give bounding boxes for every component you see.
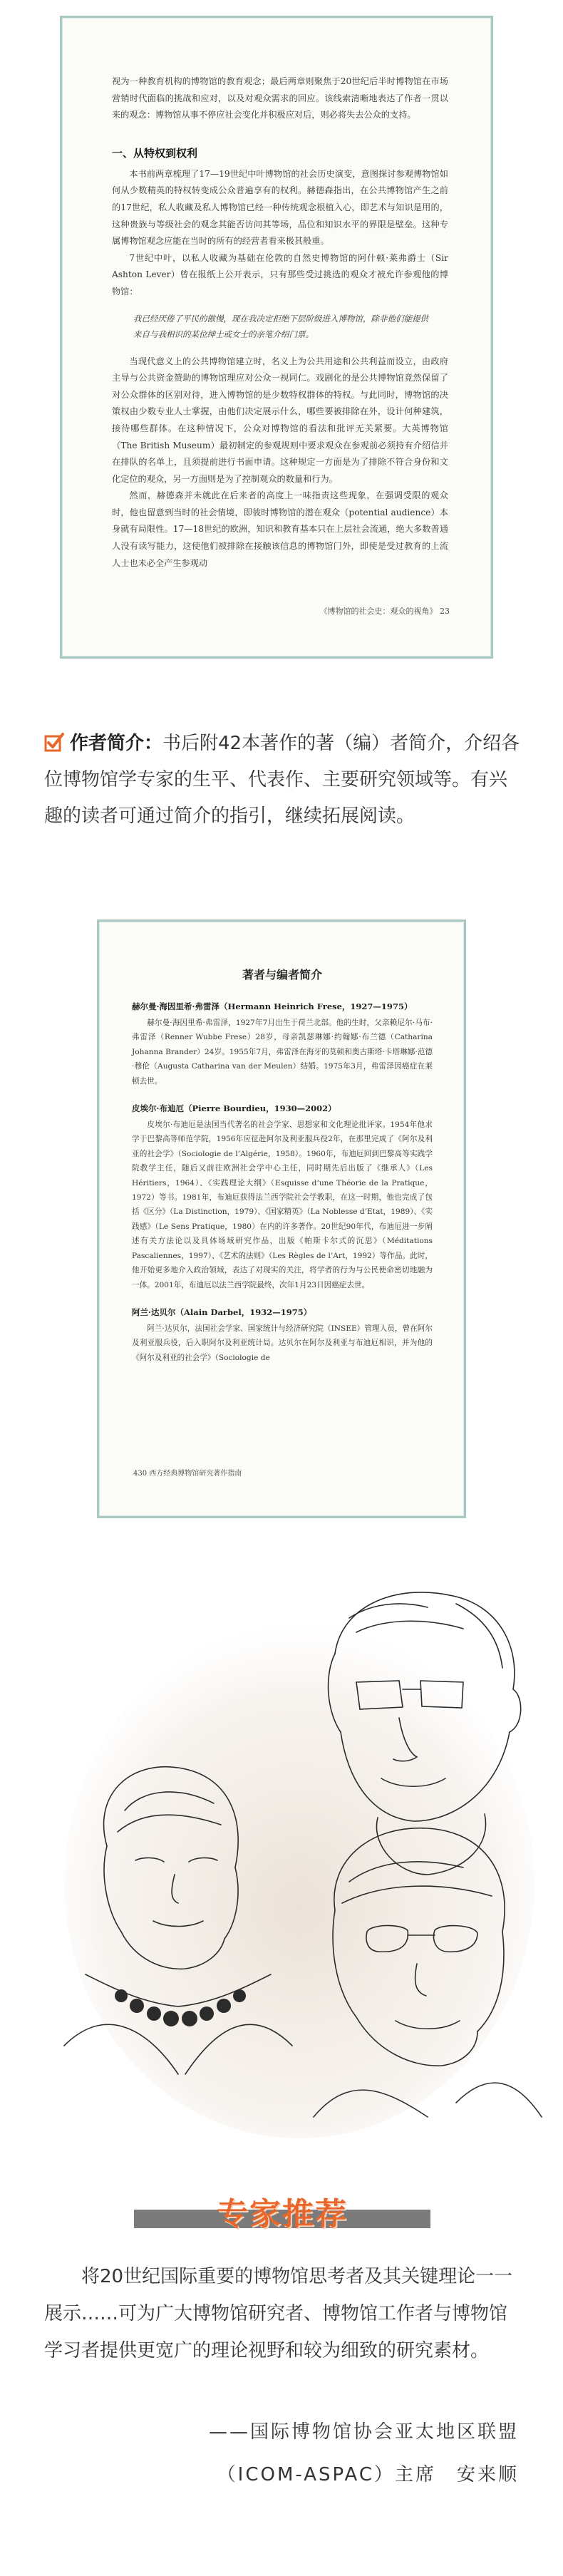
page1-footer: 《博物馆的社会史：观众的视角》 23	[319, 607, 450, 616]
author-intro-text: 书后附42本著作的著（编）者简介，介绍各位博物馆学专家的生平、代表作、主要研究领域等。有兴趣的读者可通过简介的指引，继续拓展阅读。	[44, 733, 520, 827]
author-entry-name: 阿兰·达贝尔（Alain Darbel，1932—1975）	[132, 1307, 312, 1317]
page1-paragraph: 本书前两章梳理了17—19世纪中叶博物馆的社会历史演变，意图探讨参观博物馆如何从少数精英的特权转变成公众普遍享有的权利。赫德森指出，在公共博物馆产生之前的17世纪，私人收藏及私人博物馆已经一种传统观念根植入心，即艺术与知识是用的，这种贵族与等级社会的观念其能否访问其等场，品位和知识水平的界限是壁垒。这种专属博物馆观念应能在当时的所有的经营者看来极其般重。	[112, 168, 448, 247]
recommendation-attribution-title: （ICOM-ASPAC）主席 安来顺	[217, 2464, 519, 2485]
book-page-excerpt-1	[60, 16, 493, 659]
checkbox-icon	[44, 732, 64, 752]
page1-intro-paragraph: 视为一种教育机构的博物馆的教育观念；最后两章则聚焦于20世纪后半时博物馆在市场营销时代面临的挑战和应对，以及对观众需求的回应。该线索清晰地表达了作者一贯以来的观念：博物馆从事不停应社会变化并积极应对后，则必将失去公众的支持。	[112, 76, 448, 120]
page1-paragraph: 当现代意义上的公共博物馆建立时，名义上为公共用途和公共利益而设立，由政府主导与公共资金赞助的博物馆理应对公众一视同仁。戏剧化的是公共博物馆竟然保留了对公众群体的区别对待，进入博物馆的是少数特权群体的特权。与此同时，博物馆的决策权由少数专业人士掌握，由他们决定展示什么，哪些要被排除在外，设计何种建筑，接待哪些群体。在这种情况下，公众对博物馆的看法和批评无关紧要。大英博物馆（The British Museum）最初制定的参观规则中要求观众在参观前必须持有介绍信并在排队的名单上，且须提前进行书面申请。这种规定一方面是为了排除不符合身份和文化定位的观众，另一方面则是为了控制观众的数量和行为。	[112, 356, 448, 484]
recommendation-attribution: ——国际博物馆协会亚太地区联盟	[208, 2421, 519, 2443]
author-entry-name: 皮埃尔·布迪厄（Pierre Bourdieu，1930—2002）	[132, 1103, 336, 1114]
page1-block-quote: 我已经厌倦了平民的傲慢，现在我决定拒绝下层阶级进入博物馆，除非他们能提供来自与我相识的某位绅士或女士的亲笔介绍门票。	[133, 313, 428, 339]
page1-paragraph: 7世纪中叶，以私人收藏为基础在伦敦的自然史博物馆的阿什顿·莱弗爵士（Sir Ashton Lever）曾在报纸上公开表示，只有那些受过挑选的观众才被允许参观他的博物馆：	[112, 252, 448, 297]
expert-recommendation-banner	[134, 2188, 430, 2230]
page1-section-heading: 一、从特权到权利	[112, 146, 198, 160]
banner-title: 专家推荐	[217, 2196, 348, 2232]
recommendation-text: 将20世纪国际重要的博物馆思考者及其关键理论一一展示……可为广大博物馆研究者、博物馆工作者与博物馆学习者提供更宽广的理论视野和较为细致的研究素材。	[44, 2266, 513, 2361]
portrait-sketch-illustration	[0, 1575, 563, 2160]
author-entry-name: 赫尔曼·海因里希·弗雷泽（Hermann Heinrich Frese，1927—1975）	[132, 1001, 413, 1011]
page2-title: 著者与编者简介	[242, 968, 322, 982]
author-entry-text: 赫尔曼·海因里希·弗雷泽，1927年7月出生于荷兰北部。他的生时，父亲赖尼尔·马布·弗雷泽（Renner Wubbe Frese）28岁，母亲凯瑟琳娜·约翰娜·布兰德（Catharina Johanna Brander）24岁。1955年7月，弗雷泽在海牙的莫顿和奥古斯塔·卡塔琳娜·范德·穆伦（Augusta Catharina van der Meulen）结婚。1975年3月，弗雷泽因癌症在莱顿去世。	[132, 1019, 433, 1086]
author-intro-section	[44, 726, 520, 835]
page2-footer: 430 西方经典博物馆研究著作指南	[133, 1470, 242, 1478]
author-entry-text: 阿兰·达贝尔，法国社会学家、国家统计与经济研究院（INSEE）管理人员，曾在阿尔及利亚服兵役，后入职阿尔及利亚统计局。达贝尔在阿尔及利亚与布迪厄相识，并为他的《阿尔及利亚的社会学》（Sociologie de	[132, 1324, 433, 1362]
book-page-excerpt-2	[97, 919, 466, 1518]
page1-paragraph: 然而，赫德森并未就此在后来者的高度上一味指责这些现象，在强调受限的观众时，他也留意到当时的社会情境，即彼时博物馆的潜在观众（potential audience）本身就有局限性。17—18世纪的欧洲，知识和教育基本只在上层社会流通，绝大多数普通人没有读写能力，这使他们被排除在接触该信息的博物馆门外，即使是受过教育的上流人士也未必全产生参观动	[112, 490, 448, 568]
author-entry-text: 皮埃尔·布迪厄是法国当代著名的社会学家、思想家和文化理论批评家。1954年他求学于巴黎高等师范学院，1956年应征赴阿尔及利亚服兵役2年，在那里完成了《阿尔及利亚的社会学》（Sociologie de l’Algérie，1958）。1960年，布迪厄回到巴黎高等实践学院教学主任，随后又前往欧洲社会学中心主任，同时期先后出版了《继承人》（Les Héritiers，1964）、《实践理论大纲》（Esquisse d’une Théorie de la Pratique，1972）等书。1981年，布迪厄获得法兰西学院社会学教职，在这一时期，他也完成了包括《区分》（La Distinction，1979）、《国家精英》（La Noblesse d’Etat，1989）、《实践感》（Le Sens Pratique，1980）在内的许多著作。20世纪90年代，布迪厄进一步阐述有关方法论以及具体场域研究作品，出版《帕斯卡尔式的沉思》（Méditations Pascaliennes，1997）、《艺术的法则》（Les Règles de l’Art，1992）等作品。此时，他开始更多地介入政治领域，表达了对现实的关注，将学者的行为与公民使命密切地融为一体。2001年，布迪厄以法兰西学院最终，次年1月23日因癌症去世。	[132, 1120, 433, 1289]
author-intro-label: 作者简介：	[70, 733, 163, 754]
